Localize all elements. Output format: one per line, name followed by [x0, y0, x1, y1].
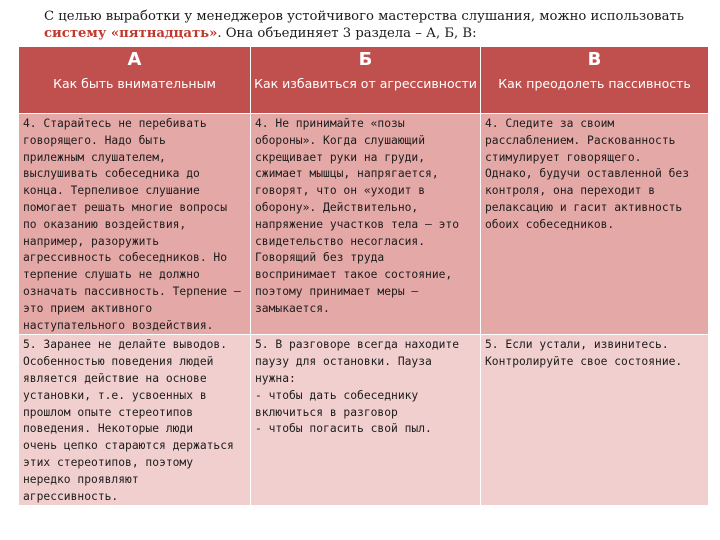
column-header-b	[251, 47, 481, 114]
column-title: Как быть внимательным	[53, 76, 216, 91]
column-title: Как преодолеть пассивность	[498, 76, 691, 91]
table-header-row	[19, 47, 709, 114]
column-header-a	[19, 47, 251, 114]
intro-highlight: систему «пятнадцать»	[44, 26, 218, 41]
column-letter: В	[587, 49, 602, 70]
intro-text-after: . Она объединяет 3 раздела – А, Б, В:	[217, 26, 477, 41]
table-cell: 5. Если устали, извинитесь. Контролируйте свое состояние.	[481, 335, 709, 506]
table-cell: 4. Старайтесь не перебивать говорящего. Надо быть прилежным слушателем, выслушивать собеседника до конца. Терпеливое слушание помогает решать многие вопросы по оказанию воздействия, например, разоружить агрессивность собеседников. Но терпение слушать не должно означать пассивность. Терпение – это прием активного наступательного воздействия.	[19, 114, 251, 335]
table-row	[19, 114, 709, 335]
column-letter: А	[127, 49, 142, 70]
table-cell: 5. В разговоре всегда находите паузу для остановки. Пауза нужна: - чтобы дать собеседнику включиться в разговор - чтобы погасить свой пыл.	[251, 335, 481, 506]
table-cell: 4. Не принимайте «позы обороны». Когда слушающий скрещивает руки на груди, сжимает мышцы, напрягается, говорят, что он «уходит в оборону». Действительно, напряжение участков тела – это свидетельство несогласия. Говорящий без труда воспринимает такое состояние, поэтому принимает меры – замыкается.	[251, 114, 481, 335]
column-title: Как избавиться от агрессивности	[254, 76, 477, 91]
table-cell: 4. Следите за своим расслаблением. Раскованность стимулирует говорящего. Однако, будучи оставленной без контроля, она переходит в релаксацию и гасит активность обоих собеседников.	[481, 114, 709, 335]
intro-text-before: С целью выработки у менеджеров устойчивого мастерства слушания, можно использовать	[44, 9, 684, 24]
column-header-v	[481, 47, 709, 114]
intro-paragraph	[44, 8, 704, 42]
table-cell: 5. Заранее не делайте выводов. Особенностью поведения людей является действие на основе установки, т.е. усвоенных в прошлом опыте стереотипов поведения. Некоторые люди очень цепко стараются держаться этих стереотипов, поэтому нередко проявляют агрессивность.	[19, 335, 251, 506]
listening-system-table	[18, 46, 709, 506]
column-letter: Б	[358, 49, 373, 70]
table-row	[19, 335, 709, 506]
